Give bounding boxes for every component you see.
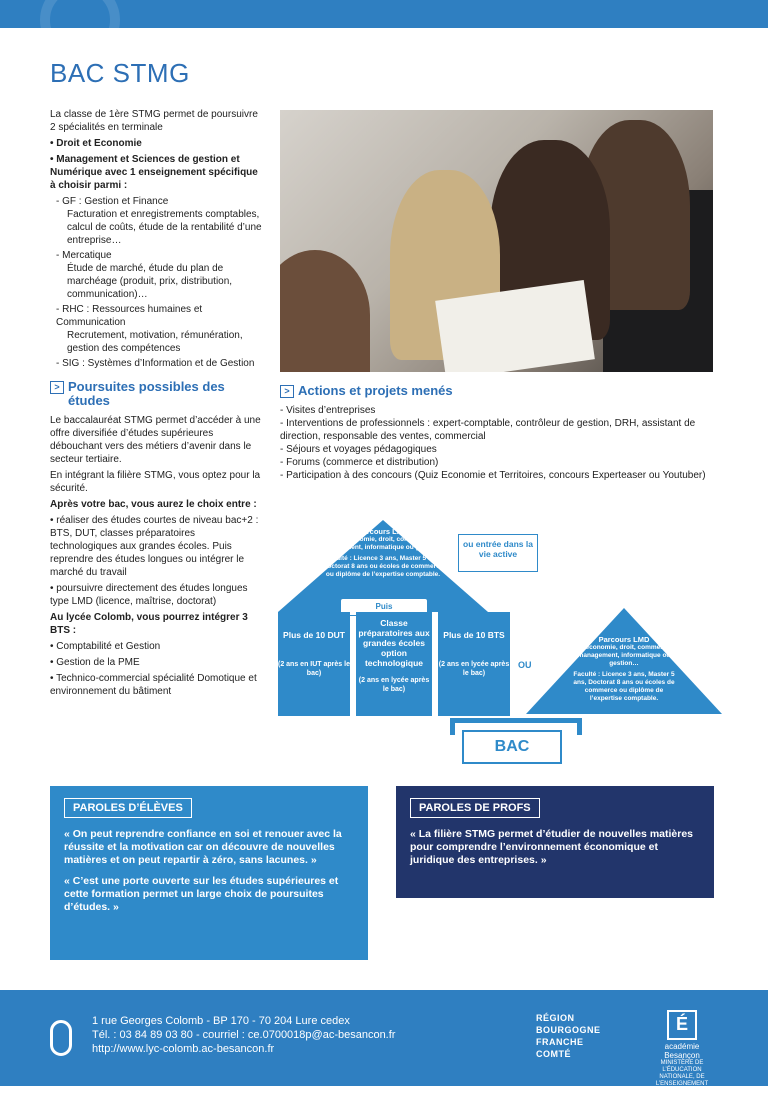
lmd-text [318, 528, 448, 579]
website-link[interactable]: http://www.lyc-colomb.ac-besancon.fr [92, 1043, 275, 1055]
address-block [92, 1014, 395, 1056]
lmd-desc: en économie, droit, commerce, management, informatique ou gestion… [576, 644, 672, 667]
lycee-heading: Au lycée Colomb, vous pourrez intégrer 3 BTS : [50, 612, 248, 636]
quote: « C’est une porte ouverte sur les études supérieures et cette formation permet un large choix de poursuites d’études. » [64, 875, 339, 913]
cpge-box [356, 612, 432, 716]
section-heading-actions [280, 384, 720, 398]
pathway-diagram [278, 520, 718, 770]
action-item: - Visites d’entreprises [280, 405, 376, 416]
arrow-icon: > [280, 385, 294, 398]
bts-item: • Gestion de la PME [50, 657, 140, 668]
dut-box [278, 612, 350, 716]
footer [0, 990, 768, 1101]
option-desc: Étude de marché, étude du plan de marchéage (produit, prix, distribution, communication)… [67, 263, 233, 300]
academie-logo [650, 1010, 714, 1102]
lmd-text-2 [568, 636, 680, 703]
option-name: - Mercatique [56, 250, 112, 261]
action-item: - Forums (commerce et distribution) [280, 457, 439, 468]
section-heading-poursuites [50, 380, 262, 408]
classroom-photo [280, 110, 713, 372]
option-gf [50, 195, 262, 247]
quote: « La filière STMG permet d’étudier de nouvelles matières pour comprendre l’environnement économique et juridique des entreprises. » [410, 828, 694, 866]
bts-item: • Comptabilité et Gestion [50, 641, 161, 652]
option-rhc [50, 303, 262, 355]
option-sig [50, 357, 262, 370]
bts-box [438, 612, 510, 716]
option-desc: Recrutement, motivation, rémunération, gestion des compétences [67, 330, 243, 354]
box-note: (2 ans en IUT après le bac) [278, 661, 350, 677]
option-desc: Facturation et enregistrements comptables, calcul de coûts, étude de la rentabilité d’une entreprise… [67, 209, 262, 246]
lmd-title: Parcours LMD [598, 635, 650, 644]
speciality-2: • Management et Sciences de gestion et Numérique avec 1 enseignement spécifique à choisir parmi : [50, 154, 258, 191]
action-item: - Participation à des concours (Quiz Economie et Territoires, concours Experteaser ou Youtuber) [280, 470, 706, 481]
ministere-text: MINISTÈRE DE L’ÉDUCATION NATIONALE, DE L’ENSEIGNEMENT SUPÉRIEUR ET DE LA RECHERCHE [650, 1060, 714, 1101]
choice-item: • poursuivre directement des études longues type LMD (licence, maîtrise, doctorat) [50, 583, 248, 607]
paroles-eleves-box [50, 786, 368, 960]
section-title: Poursuites possibles des études [68, 379, 225, 408]
lmd-title: Parcours LMD [357, 527, 409, 536]
bac-box: BAC [462, 730, 562, 764]
region-logo [536, 1012, 601, 1060]
academie-name: académie Besançon [664, 1042, 700, 1060]
entree-vie-active-box: ou entrée dans la vie active [458, 534, 538, 572]
option-mercatique [50, 249, 262, 301]
actions-section [280, 384, 720, 482]
option-name: - RHC : Ressources humaines et Communication [56, 304, 203, 328]
choice-heading: Après votre bac, vous aurez le choix entre : [50, 499, 257, 510]
puis-label: Puis [340, 598, 428, 616]
page-title: BAC STMG [50, 58, 190, 88]
top-band [0, 0, 768, 28]
quotes [410, 828, 700, 867]
arrow-icon: > [50, 381, 64, 394]
lmd-detail: Faculté : Licence 3 ans, Master 5 ans, Doctorat 8 ans ou écoles de commerce ou diplôme de l’expertise comptable. [573, 671, 675, 702]
action-item: - Interventions de professionnels : expert-comptable, contrôleur de gestion, DRH, assistant de direction, responsable des ventes, commercial [280, 418, 696, 442]
section-title: Actions et projets menés [298, 383, 453, 398]
bts-item: • Technico-commercial spécialité Domotique et environnement du bâtiment [50, 673, 257, 697]
region-line: RÉGION [536, 1013, 575, 1023]
option-name: - GF : Gestion et Finance [56, 196, 169, 207]
decorative-swirl [40, 0, 120, 60]
box-note: (2 ans en lycée après le bac) [438, 661, 510, 677]
lmd-desc: en économie, droit, commerce, management, informatique ou gestion… [320, 536, 446, 551]
quote: « On peut reprendre confiance en soi et renouer avec la réussite et la motivation car on découvre de nouvelles matières et on peut repartir à zéro, sans lacunes. » [64, 828, 342, 866]
region-line: COMTÉ [536, 1049, 571, 1059]
lmd-detail: Faculté : Licence 3 ans, Master 5 ans, Doctorat 8 ans ou écoles de commerce ou diplôme de l’expertise comptable. [322, 555, 444, 578]
box-note: (2 ans en lycée après le bac) [358, 677, 430, 693]
left-column [50, 108, 262, 701]
intro-text: La classe de 1ère STMG permet de poursuivre 2 spécialités en terminale [50, 109, 258, 133]
lycee-logo-icon [50, 1020, 72, 1056]
choice-item: • réaliser des études courtes de niveau bac+2 : BTS, DUT, classes préparatoires technologiques aux grandes écoles. Puis reprendre des études longues ou intégrer le marché du travail [50, 515, 259, 578]
box-label: Plus de 10 BTS [443, 630, 505, 640]
contact[interactable]: Tél. : 03 84 89 03 80 - courriel : ce.0700018p@ac-besancon.fr [92, 1029, 396, 1041]
option-name: - SIG : Systèmes d’Information et de Gestion [56, 358, 255, 369]
action-item: - Séjours et voyages pédagogiques [280, 444, 437, 455]
box-label: Classe préparatoires aux grandes écoles option technologique [358, 618, 430, 668]
academie-mark: É [667, 1010, 697, 1040]
box-heading: PAROLES DE PROFS [410, 798, 540, 818]
box-heading: PAROLES D’ÉLÈVES [64, 798, 192, 818]
region-line: BOURGOGNE [536, 1025, 601, 1035]
box-label: Plus de 10 DUT [283, 630, 345, 640]
paragraph: En intégrant la filière STMG, vous optez pour la sécurité. [50, 470, 261, 494]
address: 1 rue Georges Colomb - BP 170 - 70 204 Lure cedex [92, 1015, 350, 1027]
paragraph: Le baccalauréat STMG permet d’accéder à une offre diversifiée d’études supérieures débouchant vers des métiers d’avenir dans le secteur tertiaire. [50, 415, 261, 465]
quotes [64, 828, 354, 914]
region-line: FRANCHE [536, 1037, 584, 1047]
paroles-profs-box [396, 786, 714, 898]
speciality-1: • Droit et Economie [50, 138, 142, 149]
ou-label: OU [518, 660, 532, 670]
